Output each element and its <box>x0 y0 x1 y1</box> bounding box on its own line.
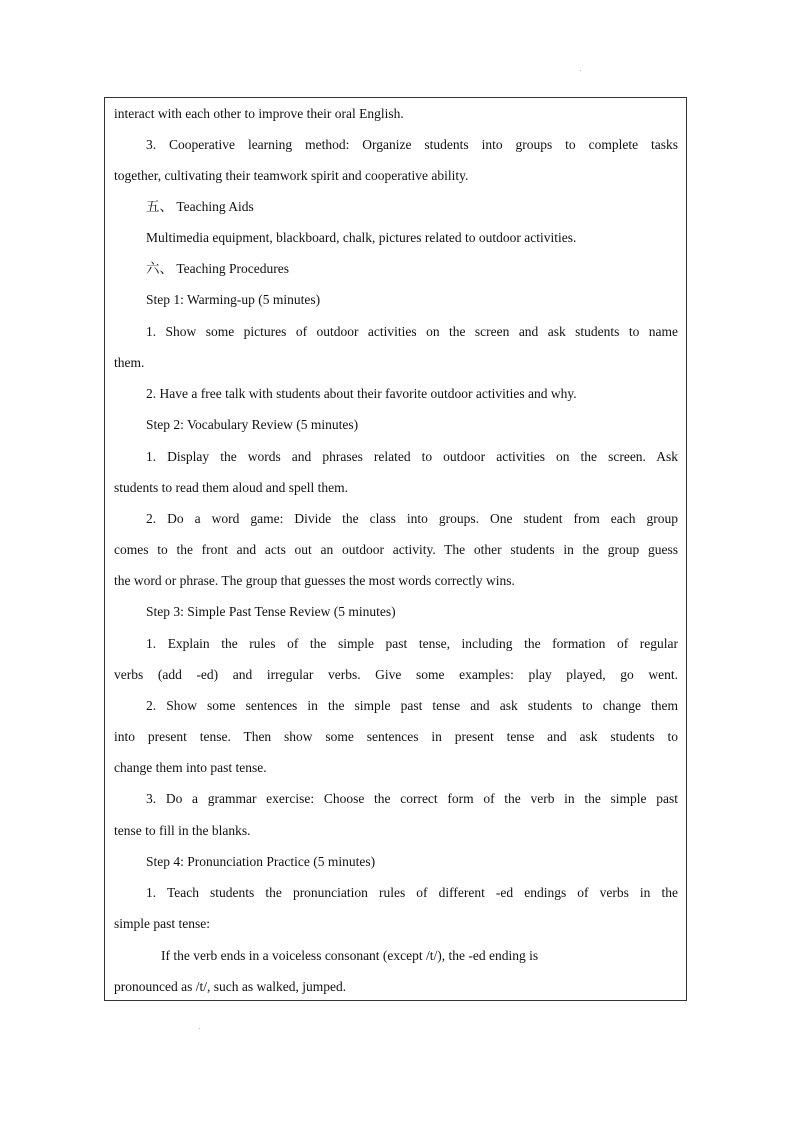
text-line: 2. Do a word game: Divide the class into groups. One student from each group <box>146 511 678 526</box>
text-line: Multimedia equipment, blackboard, chalk, pictures related to outdoor activities. <box>146 230 577 245</box>
text-line: 3. Do a grammar exercise: Choose the correct form of the verb in the simple past <box>146 791 678 806</box>
text-line: tense to fill in the blanks. <box>114 823 251 838</box>
text-line: comes to the front and acts out an outdoor activity. The other students in the group guess <box>114 542 678 557</box>
text-line: 2. Show some sentences in the simple past tense and ask students to change them <box>146 698 678 713</box>
text-line: together, cultivating their teamwork spirit and cooperative ability. <box>114 168 469 183</box>
text-line: 1. Show some pictures of outdoor activities on the screen and ask students to name <box>146 324 678 339</box>
text-line: 1. Teach students the pronunciation rules of different -ed endings of verbs in the <box>146 885 678 900</box>
text-line: students to read them aloud and spell them. <box>114 480 348 495</box>
text-line: 2. Have a free talk with students about their favorite outdoor activities and why. <box>146 386 577 401</box>
step-heading: Step 2: Vocabulary Review (5 minutes) <box>146 417 359 432</box>
speck-top <box>580 70 581 71</box>
text-line: interact with each other to improve their oral English. <box>114 106 404 121</box>
step-heading: Step 4: Pronunciation Practice (5 minutes) <box>146 854 376 869</box>
text-line: verbs (add -ed) and irregular verbs. Give some examples: play played, go went. <box>114 667 678 682</box>
text-line: 1. Display the words and phrases related to outdoor activities on the screen. Ask <box>146 449 678 464</box>
text-line: change them into past tense. <box>114 760 267 775</box>
text-line: into present tense. Then show some sentences in present tense and ask students to <box>114 729 678 744</box>
text-line: If the verb ends in a voiceless consonant (except /t/), the -ed ending is <box>161 948 539 963</box>
step-heading: Step 3: Simple Past Tense Review (5 minutes) <box>146 604 396 619</box>
step-heading: Step 1: Warming-up (5 minutes) <box>146 292 321 307</box>
text-line: them. <box>114 355 145 370</box>
speck-bottom <box>199 1028 200 1029</box>
text-line: 1. Explain the rules of the simple past tense, including the formation of regular <box>146 636 678 651</box>
text-line: pronounced as /t/, such as walked, jumped. <box>114 979 347 994</box>
text-line: simple past tense: <box>114 916 210 931</box>
section-heading: 五、 Teaching Aids <box>146 199 254 214</box>
content-box <box>104 97 687 1001</box>
section-heading: 六、 Teaching Procedures <box>146 261 290 276</box>
text-line: 3. Cooperative learning method: Organize students into groups to complete tasks <box>146 137 678 152</box>
text-line: the word or phrase. The group that guesses the most words correctly wins. <box>114 573 515 588</box>
